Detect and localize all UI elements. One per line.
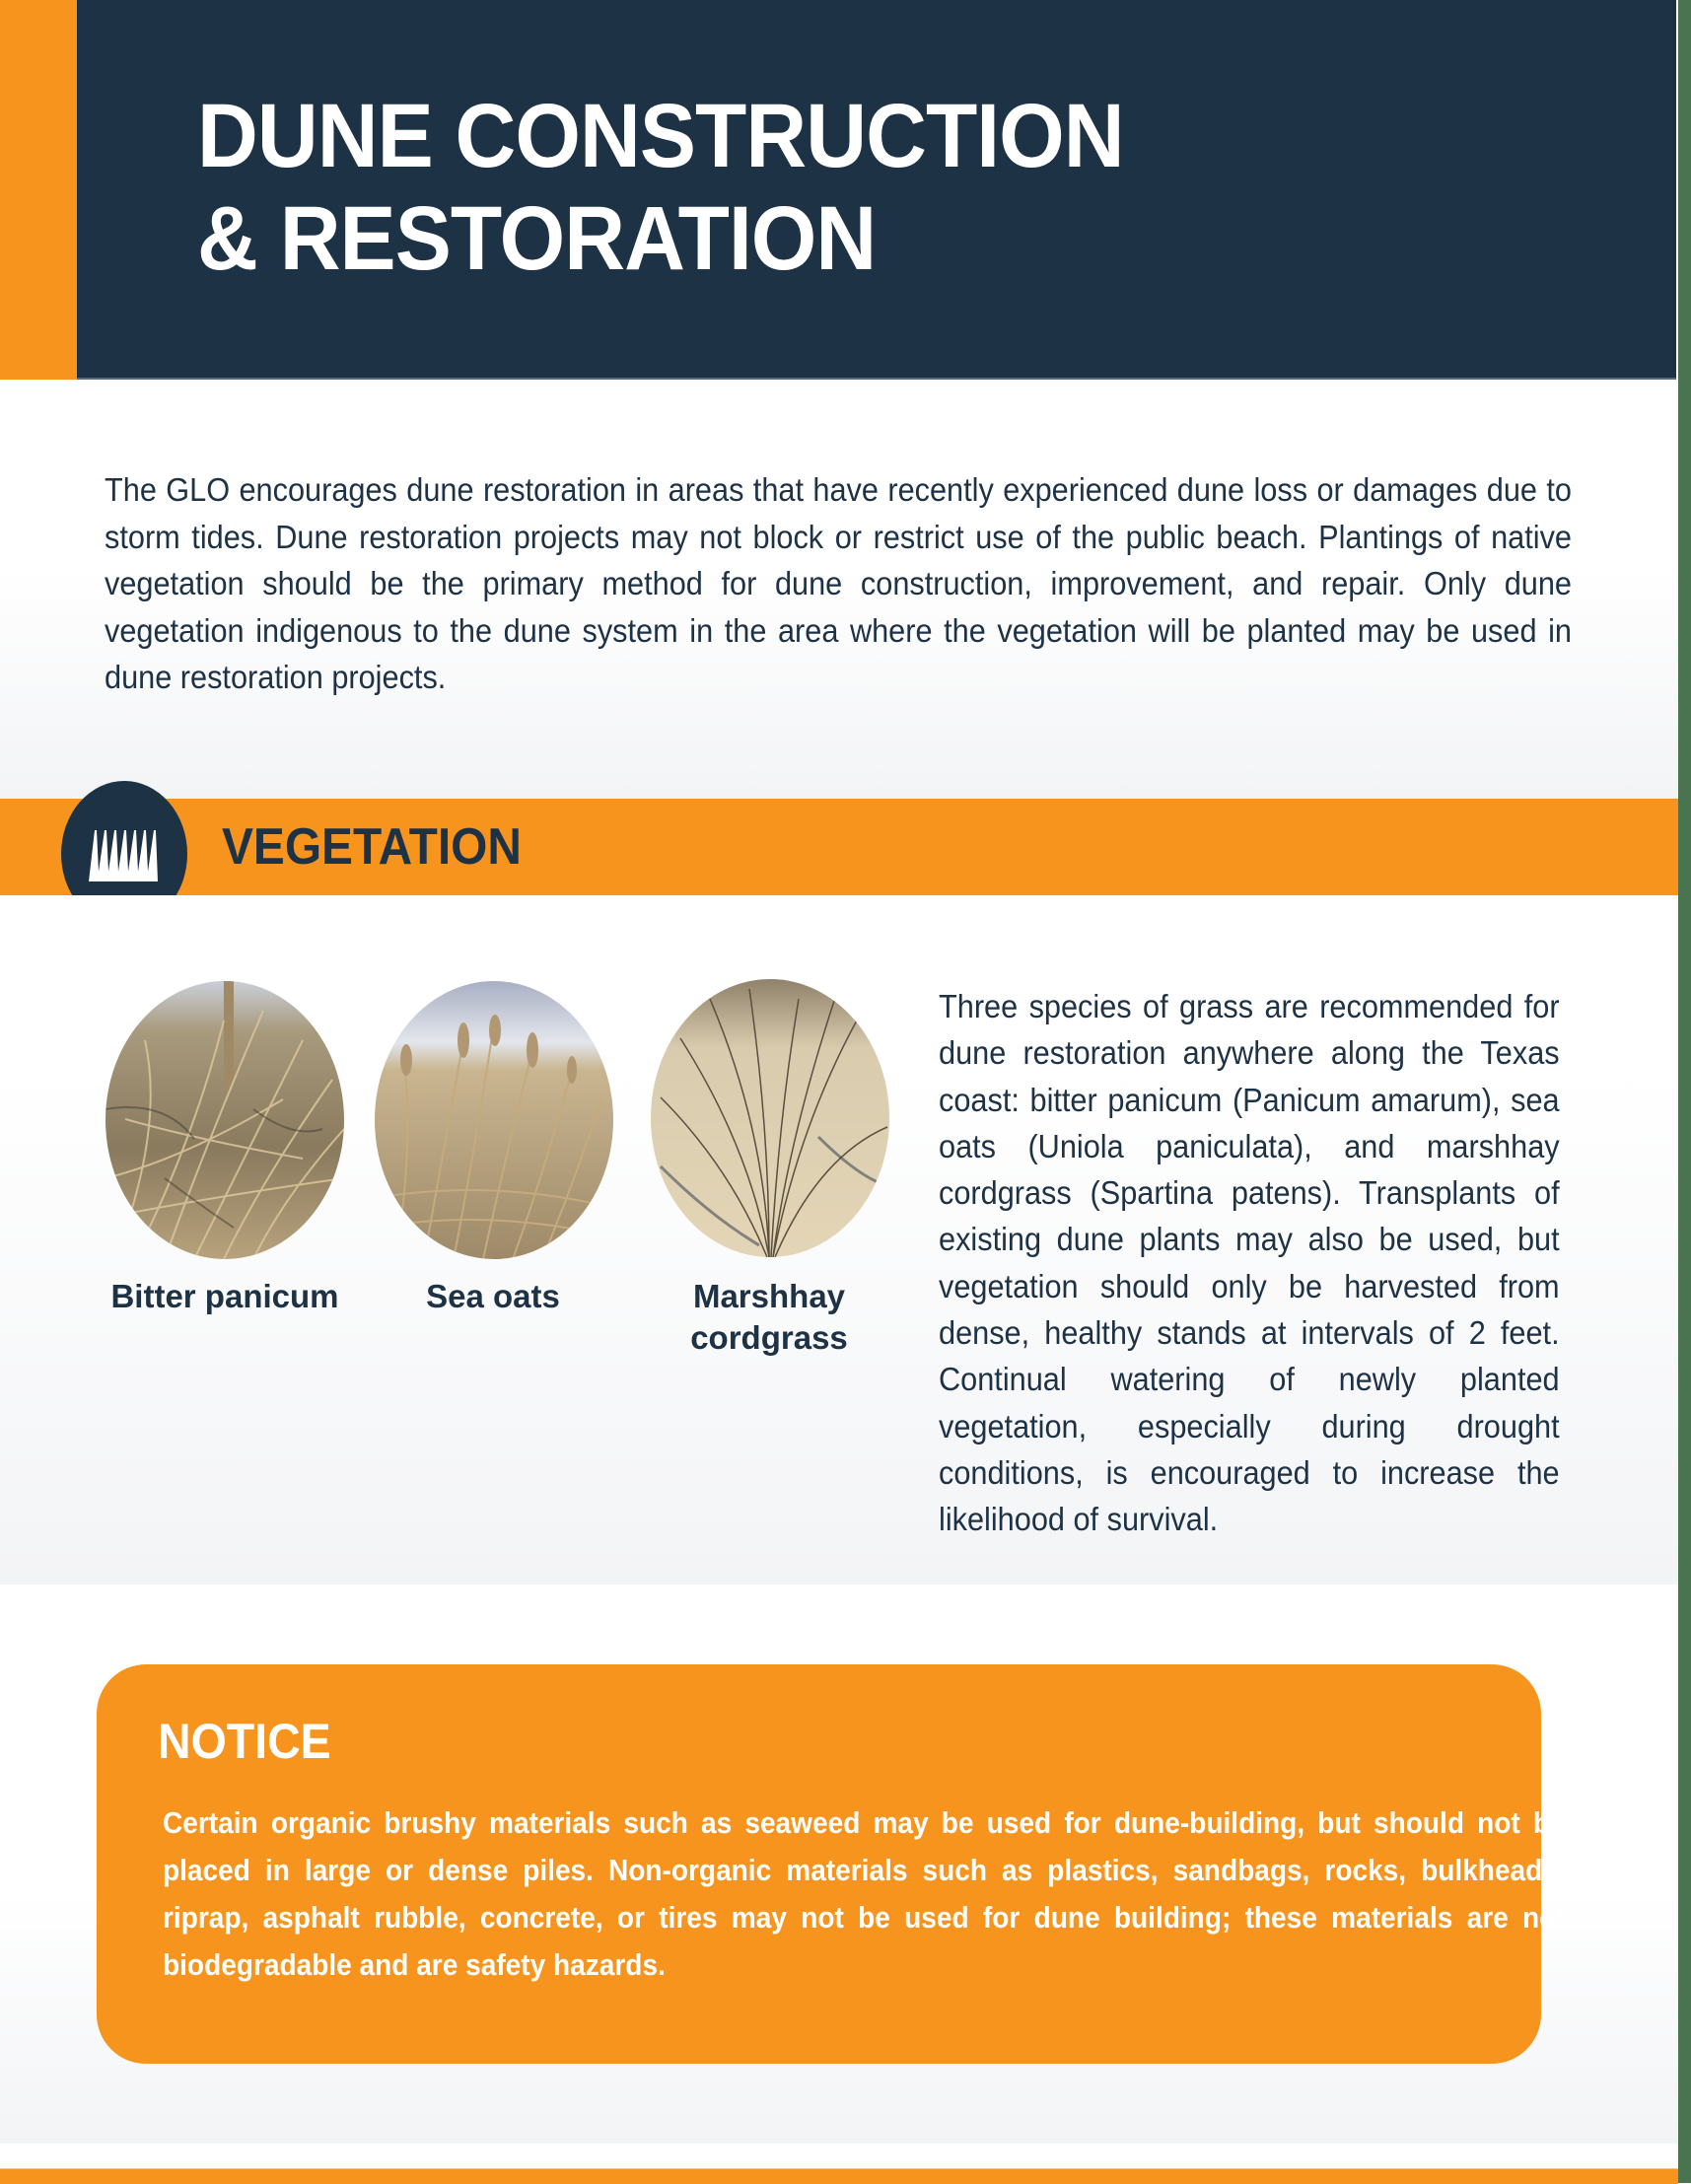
bitter-panicum-photo xyxy=(106,981,344,1259)
notice-paragraph: Certain organic brushy materials such as seaweed may be used for dune-building, but should not be placed in large or dense piles. Non-organic materials such as plastics, sandbags, rocks, bulkheads, riprap, asphalt rubble, concrete, or tires may not be used for dune building; these materials are not biodegradable and are safety hazards. xyxy=(163,1805,1566,1982)
page-title-line-1: DUNE CONSTRUCTION xyxy=(197,86,1124,186)
plant-caption-line-2: cordgrass xyxy=(690,1319,848,1356)
intro-paragraph: The GLO encourages dune restoration in areas that have recently experienced dune loss or damages due to storm tides. Dune restoration projects may not block or restrict use of the public beach. Plantings of native vegetation should be the primary method for dune construction, improvement, and repair. Only dune vegetation indigenous to the dune system in the area where the vegetation will be planted may be used in dune restoration projects. xyxy=(105,471,1572,695)
page-edge-strip xyxy=(1678,0,1691,2183)
vegetation-paragraph: Three species of grass are recommended for dune restoration anywhere along the Texas coast: bitter panicum (Panicum amarum), sea oats (Uniola paniculata), and marshhay cordgrass (Spartina patens). Transplants of existing dune plants may also be used, but vegetation should only be harvested from dense, healthy stands at intervals of 2 feet. Continual watering of newly planted vegetation, especially during drought conditions, is encouraged to increase the likelihood of survival. xyxy=(939,988,1560,1538)
plant-caption-bitter-panicum: Bitter panicum xyxy=(110,1278,339,1314)
footer-spacer xyxy=(0,2144,1678,2168)
plant-caption-line-1: Marshhay xyxy=(692,1278,846,1314)
header-accent-stripe xyxy=(0,0,77,380)
marshhay-cordgrass-photo xyxy=(651,979,889,1257)
vegetation-heading: VEGETATION xyxy=(222,818,522,876)
notice-heading: NOTICE xyxy=(158,1714,331,1769)
page-title-line-2: & RESTORATION xyxy=(197,188,877,289)
plant-caption-marshhay-cordgrass xyxy=(641,1276,897,1359)
plant-caption-sea-oats: Sea oats xyxy=(426,1278,560,1314)
sea-oats-photo xyxy=(375,981,613,1259)
page-title xyxy=(197,85,1124,290)
footer-accent-stripe xyxy=(0,2168,1678,2184)
grass-icon xyxy=(85,826,164,881)
